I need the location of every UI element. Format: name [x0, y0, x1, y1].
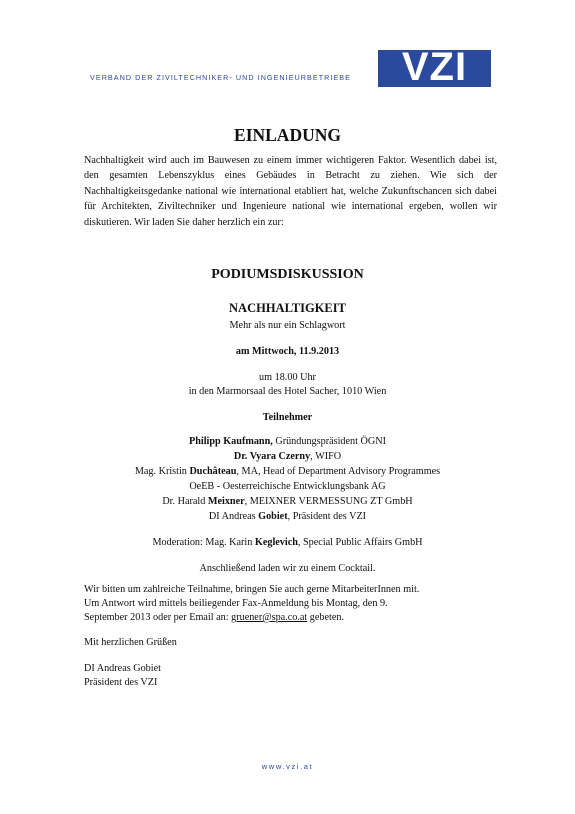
closing-text: gebeten. — [307, 612, 345, 623]
participant-line — [0, 466, 575, 477]
event-time: um 18.00 Uhr — [259, 372, 316, 383]
participant-prefix: Mag. Kristin — [134, 466, 190, 477]
participant-line — [0, 511, 575, 522]
participant-name: Meixner — [207, 496, 245, 507]
moderator-name: Keglevich — [254, 537, 298, 548]
moderation-affiliation: , Special Public Affairs GmbH — [297, 537, 423, 548]
participant-name: Philipp Kaufmann, — [189, 436, 273, 447]
participant-line — [0, 481, 575, 492]
participants-heading: Teilnehmer — [262, 412, 313, 423]
participant-name: Duchâteau — [189, 466, 237, 477]
participant-name: Gobiet — [258, 511, 288, 522]
participant-prefix: Dr. Harald — [162, 496, 208, 507]
participant-affiliation: Gründungspräsident ÖGNI — [272, 436, 386, 447]
participant-name: Dr. Vyara Czerny — [233, 451, 311, 462]
closing-line: Wir bitten um zahlreiche Teilnahme, bringen Sie auch gerne MitarbeiterInnen mit. — [84, 584, 420, 595]
logo-text: VZI — [401, 50, 468, 87]
participant-affiliation: , MEIXNER VERMESSUNG ZT GmbH — [244, 496, 413, 507]
participant-line — [0, 451, 575, 462]
invitation-title: EINLADUNG — [234, 125, 341, 145]
event-date: am Mittwoch, 11.9.2013 — [235, 346, 340, 357]
event-location: in den Marmorsaal des Hotel Sacher, 1010 Wien — [188, 386, 387, 397]
participant-affiliation: , MA, Head of Department Advisory Programmes — [236, 466, 441, 477]
greeting: Mit herzlichen Grüßen — [84, 637, 177, 648]
website-link[interactable]: www.vzi.at — [261, 762, 314, 771]
closing-line — [84, 612, 344, 623]
participant-prefix: DI Andreas — [208, 511, 259, 522]
participant-line — [0, 436, 575, 447]
cocktail-note: Anschließend laden wir zu einem Cocktail. — [199, 563, 376, 574]
participant-line — [0, 496, 575, 507]
event-type-heading: PODIUMSDISKUSSION — [211, 267, 364, 282]
participant-affiliation: OeEB - Oesterreichische Entwicklungsbank AG — [189, 481, 386, 492]
signature-name: DI Andreas Gobiet — [84, 663, 161, 674]
participant-affiliation: , WIFO — [310, 451, 342, 462]
organization-name: VERBAND DER ZIVILTECHNIKER- UND INGENIEURBETRIEBE — [90, 73, 351, 82]
moderation-prefix: Moderation: Mag. Karin — [152, 537, 255, 548]
closing-line: Um Antwort wird mittels beiliegender Fax-Anmeldung bis Montag, den 9. — [84, 598, 388, 609]
email-link[interactable]: gruener@spa.co.at — [231, 612, 308, 623]
topic-heading: NACHHALTIGKEIT — [229, 301, 346, 315]
participant-affiliation: , Präsident des VZI — [287, 511, 367, 522]
moderation-line — [0, 537, 575, 548]
signature-role: Präsident des VZI — [84, 677, 158, 688]
event-subtitle: Mehr als nur ein Schlagwort — [229, 320, 346, 331]
intro-paragraph: Nachhaltigkeit wird auch im Bauwesen zu einem immer wichtigeren Faktor. Wesentlich dabei ist, den gesamten Lebenszyklus eines Gebäudes in Betracht zu ziehen. Wie sich der Nachhaltigkeitsgedanke national wie international etabliert hat, welche Zukunftschancen sich dabei für Architekten, Ziviltechniker und Ingenieure national wie international ergeben, wollen wir diskutieren. Wir laden Sie daher herzlich ein zur: — [84, 155, 497, 228]
closing-text: September 2013 oder per Email an: — [84, 612, 232, 623]
vzi-logo — [378, 50, 491, 87]
